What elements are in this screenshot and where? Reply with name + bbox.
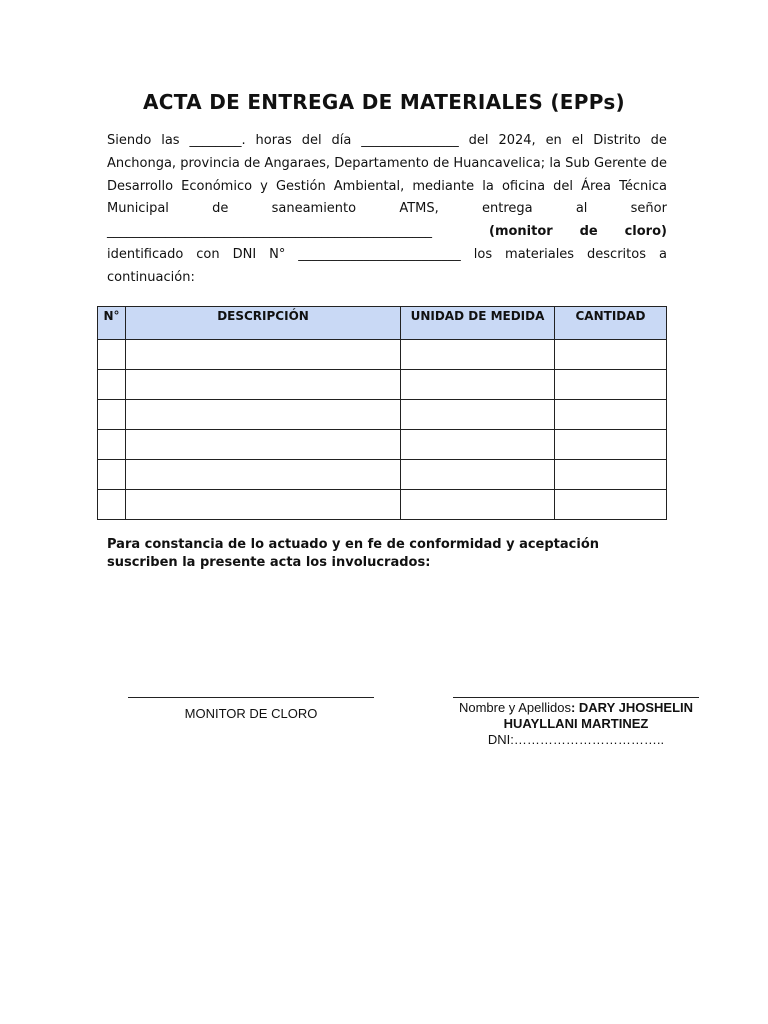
paragraph-word: horas	[255, 133, 292, 148]
signer-dni-label: DNI	[487, 732, 511, 747]
paragraph-word: Ambiental,	[333, 178, 405, 194]
paragraph-word: Siendo	[107, 133, 152, 148]
header-number: N°	[98, 307, 126, 340]
paragraph-word: _________________________	[298, 246, 461, 262]
paragraph-word: cloro)	[624, 224, 667, 240]
paragraph-line-1	[107, 130, 667, 153]
signature-line-left	[128, 697, 374, 698]
signer-name-line	[453, 700, 699, 716]
cell-unit[interactable]	[401, 460, 555, 490]
paragraph-word: con	[196, 246, 220, 262]
paragraph-word: de	[212, 201, 229, 217]
paragraph-word: Huancavelica;	[453, 155, 546, 171]
cell-description[interactable]	[126, 340, 401, 370]
table-header-row	[98, 307, 667, 340]
senor-name-blank: __________________________________________________	[107, 224, 432, 240]
cell-description[interactable]	[126, 490, 401, 520]
cell-quantity[interactable]	[555, 370, 667, 400]
paragraph-word: provincia	[180, 155, 240, 171]
cell-number[interactable]	[98, 460, 126, 490]
paragraph-word: las	[161, 133, 180, 148]
header-quantity: CANTIDAD	[555, 307, 667, 340]
cell-quantity[interactable]	[555, 460, 667, 490]
cell-number[interactable]	[98, 340, 126, 370]
signer-name-value: : DARY JHOSHELIN	[570, 700, 694, 715]
paragraph-word: identificado	[107, 246, 184, 262]
signer-dni-value: :……………………………..	[510, 732, 665, 747]
table-row	[98, 430, 667, 460]
cell-unit[interactable]	[401, 400, 555, 430]
paragraph-word: descritos	[587, 246, 646, 262]
paragraph-line-2	[107, 153, 667, 176]
paragraph-word: en	[545, 133, 562, 148]
header-unit: UNIDAD DE MEDIDA	[401, 307, 555, 340]
constancia-statement: Para constancia de lo actuado y en fe de conformidad y aceptación suscriben la presente acta los involucrados:	[107, 537, 600, 570]
paragraph-word: Municipal	[107, 201, 169, 217]
cell-description[interactable]	[126, 400, 401, 430]
paragraph-line-4	[107, 198, 667, 221]
paragraph-word: entrega	[481, 201, 533, 217]
paragraph-word: oficina	[501, 178, 546, 194]
paragraph-word: de	[650, 133, 667, 148]
paragraph-word: Angaraes,	[264, 155, 330, 171]
signer-name-label: Nombre y Apellidos	[458, 700, 571, 715]
cell-number[interactable]	[98, 400, 126, 430]
cell-number[interactable]	[98, 430, 126, 460]
paragraph-word: 2024,	[498, 133, 536, 148]
paragraph-word: Área	[581, 178, 612, 194]
table-row	[98, 490, 667, 520]
cell-unit[interactable]	[401, 430, 555, 460]
paragraph-word: Departamento	[334, 155, 429, 171]
paragraph-word: ATMS,	[399, 201, 439, 217]
cell-quantity[interactable]	[555, 340, 667, 370]
paragraph-word: la	[482, 178, 494, 194]
paragraph-word: de	[579, 224, 598, 240]
cell-quantity[interactable]	[555, 430, 667, 460]
cell-description[interactable]	[126, 460, 401, 490]
cell-quantity[interactable]	[555, 400, 667, 430]
table-row	[98, 460, 667, 490]
paragraph-word: y	[260, 178, 268, 194]
paragraph-word: Sub	[565, 155, 590, 171]
paragraph-word: Gerente	[594, 155, 647, 171]
cell-number[interactable]	[98, 490, 126, 520]
paragraph-word: los	[473, 246, 493, 262]
cell-quantity[interactable]	[555, 490, 667, 520]
signature-label-monitor: MONITOR DE CLORO	[184, 706, 318, 721]
materials-table	[97, 306, 667, 520]
paragraph-word: al	[575, 201, 588, 217]
header-description: DESCRIPCIÓN	[126, 307, 401, 340]
paragraph-word: mediante	[412, 178, 475, 194]
signature-block-right	[453, 700, 699, 748]
paragraph-line-3	[107, 176, 667, 199]
monitor-role-label	[489, 221, 667, 244]
signer-name-line-2	[453, 716, 699, 732]
paragraph-word: _______________	[361, 133, 459, 148]
paragraph-word: DNI	[232, 246, 257, 262]
paragraph-word: Gestión	[275, 178, 326, 194]
paragraph-word: Distrito	[593, 133, 641, 148]
paragraph-word: Técnica	[619, 178, 667, 194]
paragraph-word: del	[468, 133, 489, 148]
paragraph-word: de	[650, 155, 667, 171]
paragraph-word: del	[553, 178, 574, 194]
cell-number[interactable]	[98, 370, 126, 400]
document-title: ACTA DE ENTREGA DE MATERIALES (EPPs)	[143, 90, 625, 114]
paragraph-line-7: continuación:	[107, 269, 195, 285]
signer-name-value-2: HUAYLLANI MARTINEZ	[503, 716, 649, 731]
paragraph-word: señor	[630, 201, 667, 217]
paragraph-word: del	[301, 133, 322, 148]
signer-dni-line	[453, 732, 699, 748]
signature-line-right	[453, 697, 699, 698]
paragraph-word: Anchonga,	[107, 155, 177, 171]
cell-unit[interactable]	[401, 370, 555, 400]
paragraph-word: de	[243, 155, 261, 171]
table-row	[98, 340, 667, 370]
table-row	[98, 400, 667, 430]
paragraph-word: (monitor	[489, 224, 553, 240]
paragraph-line-5	[107, 221, 667, 244]
paragraph-word: la	[549, 155, 561, 171]
paragraph-word: a	[658, 246, 667, 262]
paragraph-word: ________.	[189, 133, 246, 148]
table-row	[98, 370, 667, 400]
paragraph-word: de	[432, 155, 450, 171]
paragraph-word: Desarrollo	[107, 178, 174, 194]
paragraph-word: materiales	[505, 246, 575, 262]
intro-paragraph	[107, 130, 667, 290]
cell-description[interactable]	[126, 430, 401, 460]
paragraph-word: saneamiento	[271, 201, 357, 217]
paragraph-word: Económico	[181, 178, 253, 194]
paragraph-word: día	[331, 133, 352, 148]
paragraph-word: el	[571, 133, 584, 148]
cell-unit[interactable]	[401, 340, 555, 370]
cell-description[interactable]	[126, 370, 401, 400]
cell-unit[interactable]	[401, 490, 555, 520]
paragraph-word: N°	[269, 246, 286, 262]
paragraph-line-6	[107, 244, 667, 267]
